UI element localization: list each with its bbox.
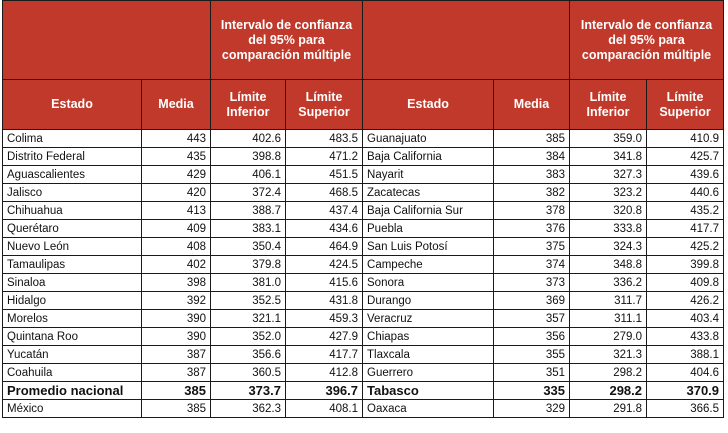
cell-media-left: 398 — [142, 274, 211, 292]
cell-limite-inferior-left: 362.3 — [211, 400, 286, 418]
cell-limite-superior-left: 471.2 — [286, 148, 363, 166]
cell-limite-superior-left: 417.7 — [286, 346, 363, 364]
col-limite-superior-left: Límite Superior — [286, 80, 363, 130]
cell-limite-superior-right: 417.7 — [647, 220, 724, 238]
table-row — [3, 346, 724, 364]
cell-estado-left: Distrito Federal — [3, 148, 142, 166]
cell-estado-left: Yucatán — [3, 346, 142, 364]
cell-limite-inferior-right: 320.8 — [570, 202, 647, 220]
cell-estado-right: Campeche — [363, 256, 494, 274]
cell-media-left: 390 — [142, 328, 211, 346]
cell-limite-superior-right: 425.7 — [647, 148, 724, 166]
cell-limite-superior-right: 403.4 — [647, 310, 724, 328]
cell-limite-inferior-left: 352.5 — [211, 292, 286, 310]
cell-limite-inferior-left: 352.0 — [211, 328, 286, 346]
cell-estado-left: Morelos — [3, 310, 142, 328]
cell-media-right: 355 — [494, 346, 570, 364]
cell-limite-superior-left: 437.4 — [286, 202, 363, 220]
header-blank-right — [363, 1, 570, 80]
cell-limite-inferior-left: 406.1 — [211, 166, 286, 184]
cell-limite-superior-right: 425.2 — [647, 238, 724, 256]
cell-limite-inferior-left: 381.0 — [211, 274, 286, 292]
header-row-columns — [3, 80, 724, 130]
cell-estado-left: Sinaloa — [3, 274, 142, 292]
cell-limite-inferior-left: 379.8 — [211, 256, 286, 274]
cell-estado-right: Zacatecas — [363, 184, 494, 202]
cell-estado-right: Guerrero — [363, 364, 494, 382]
cell-media-right: 382 — [494, 184, 570, 202]
cell-estado-right: Chiapas — [363, 328, 494, 346]
cell-estado-left: Hidalgo — [3, 292, 142, 310]
header-blank-left — [3, 1, 211, 80]
cell-limite-inferior-right: 291.8 — [570, 400, 647, 418]
cell-limite-inferior-right: 279.0 — [570, 328, 647, 346]
cell-limite-inferior-left: 373.7 — [211, 382, 286, 400]
results-table-container — [2, 0, 726, 418]
cell-limite-superior-left: 431.8 — [286, 292, 363, 310]
cell-media-left: 443 — [142, 130, 211, 148]
cell-limite-superior-left: 427.9 — [286, 328, 363, 346]
cell-estado-left: Nuevo León — [3, 238, 142, 256]
cell-limite-superior-right: 388.1 — [647, 346, 724, 364]
cell-media-left: 429 — [142, 166, 211, 184]
table-row — [3, 202, 724, 220]
table-row — [3, 292, 724, 310]
table-row — [3, 220, 724, 238]
cell-estado-left: México — [3, 400, 142, 418]
header-ci-left: Intervalo de confianza del 95% para comparación múltiple — [211, 1, 363, 80]
cell-media-right: 329 — [494, 400, 570, 418]
cell-estado-right: Guanajuato — [363, 130, 494, 148]
cell-estado-right: Durango — [363, 292, 494, 310]
cell-limite-inferior-left: 356.6 — [211, 346, 286, 364]
cell-media-left: 385 — [142, 382, 211, 400]
cell-media-left: 420 — [142, 184, 211, 202]
col-estado-right: Estado — [363, 80, 494, 130]
cell-media-left: 390 — [142, 310, 211, 328]
cell-estado-left: Jalisco — [3, 184, 142, 202]
col-limite-superior-right: Límite Superior — [647, 80, 724, 130]
cell-limite-inferior-left: 402.6 — [211, 130, 286, 148]
col-media-right: Media — [494, 80, 570, 130]
cell-limite-inferior-right: 341.8 — [570, 148, 647, 166]
cell-limite-inferior-right: 311.7 — [570, 292, 647, 310]
cell-media-right: 351 — [494, 364, 570, 382]
cell-estado-left: Tamaulipas — [3, 256, 142, 274]
cell-limite-inferior-right: 298.2 — [570, 382, 647, 400]
cell-media-left: 409 — [142, 220, 211, 238]
cell-estado-right: Sonora — [363, 274, 494, 292]
cell-media-right: 335 — [494, 382, 570, 400]
cell-limite-superior-right: 410.9 — [647, 130, 724, 148]
cell-limite-inferior-right: 324.3 — [570, 238, 647, 256]
cell-estado-right: Baja California Sur — [363, 202, 494, 220]
table-body — [3, 130, 724, 418]
cell-limite-superior-right: 426.2 — [647, 292, 724, 310]
cell-limite-inferior-right: 336.2 — [570, 274, 647, 292]
col-limite-inferior-right: Límite Inferior — [570, 80, 647, 130]
cell-limite-superior-left: 424.5 — [286, 256, 363, 274]
cell-limite-inferior-right: 333.8 — [570, 220, 647, 238]
cell-media-left: 402 — [142, 256, 211, 274]
cell-estado-left: Coahuila — [3, 364, 142, 382]
cell-limite-superior-left: 468.5 — [286, 184, 363, 202]
cell-estado-right: Puebla — [363, 220, 494, 238]
cell-estado-left: Colima — [3, 130, 142, 148]
cell-estado-right: Baja California — [363, 148, 494, 166]
cell-limite-superior-left: 396.7 — [286, 382, 363, 400]
cell-limite-superior-right: 433.8 — [647, 328, 724, 346]
table-row — [3, 130, 724, 148]
cell-media-left: 413 — [142, 202, 211, 220]
table-row — [3, 184, 724, 202]
cell-limite-inferior-right: 348.8 — [570, 256, 647, 274]
cell-limite-superior-left: 412.8 — [286, 364, 363, 382]
cell-limite-inferior-left: 388.7 — [211, 202, 286, 220]
cell-limite-inferior-left: 398.8 — [211, 148, 286, 166]
cell-limite-superior-right: 370.9 — [647, 382, 724, 400]
cell-limite-inferior-right: 298.2 — [570, 364, 647, 382]
cell-limite-superior-left: 408.1 — [286, 400, 363, 418]
cell-limite-superior-left: 434.6 — [286, 220, 363, 238]
cell-media-left: 392 — [142, 292, 211, 310]
cell-media-left: 408 — [142, 238, 211, 256]
cell-limite-superior-left: 483.5 — [286, 130, 363, 148]
cell-estado-right: Veracruz — [363, 310, 494, 328]
table-row — [3, 274, 724, 292]
cell-estado-right: Nayarit — [363, 166, 494, 184]
cell-media-right: 357 — [494, 310, 570, 328]
cell-limite-superior-left: 464.9 — [286, 238, 363, 256]
cell-media-left: 385 — [142, 400, 211, 418]
table-row — [3, 364, 724, 382]
cell-limite-inferior-left: 372.4 — [211, 184, 286, 202]
cell-limite-superior-right: 440.6 — [647, 184, 724, 202]
col-media-left: Media — [142, 80, 211, 130]
cell-estado-left: Promedio nacional — [3, 382, 142, 400]
cell-estado-left: Querétaro — [3, 220, 142, 238]
cell-estado-right: Oaxaca — [363, 400, 494, 418]
cell-limite-inferior-right: 311.1 — [570, 310, 647, 328]
cell-limite-superior-right: 404.6 — [647, 364, 724, 382]
cell-estado-left: Aguascalientes — [3, 166, 142, 184]
cell-media-right: 356 — [494, 328, 570, 346]
cell-limite-superior-left: 451.5 — [286, 166, 363, 184]
cell-limite-inferior-left: 321.1 — [211, 310, 286, 328]
table-row — [3, 256, 724, 274]
cell-limite-superior-left: 459.3 — [286, 310, 363, 328]
cell-limite-superior-right: 409.8 — [647, 274, 724, 292]
cell-media-right: 385 — [494, 130, 570, 148]
cell-limite-inferior-right: 327.3 — [570, 166, 647, 184]
cell-estado-right: Tabasco — [363, 382, 494, 400]
table-row — [3, 166, 724, 184]
cell-limite-superior-left: 415.6 — [286, 274, 363, 292]
table-row — [3, 310, 724, 328]
cell-media-right: 376 — [494, 220, 570, 238]
table-row — [3, 400, 724, 418]
cell-estado-left: Quintana Roo — [3, 328, 142, 346]
cell-limite-superior-right: 439.6 — [647, 166, 724, 184]
cell-limite-superior-right: 435.2 — [647, 202, 724, 220]
cell-limite-inferior-right: 359.0 — [570, 130, 647, 148]
cell-media-right: 373 — [494, 274, 570, 292]
cell-limite-inferior-left: 360.5 — [211, 364, 286, 382]
header-row-group — [3, 1, 724, 80]
header-ci-right: Intervalo de confianza del 95% para comparación múltiple — [570, 1, 724, 80]
state-results-table — [2, 0, 724, 418]
cell-limite-inferior-right: 321.3 — [570, 346, 647, 364]
cell-limite-superior-right: 399.8 — [647, 256, 724, 274]
cell-estado-right: San Luis Potosí — [363, 238, 494, 256]
cell-media-left: 435 — [142, 148, 211, 166]
cell-estado-left: Chihuahua — [3, 202, 142, 220]
national-average-row — [3, 382, 724, 400]
cell-media-right: 383 — [494, 166, 570, 184]
cell-media-right: 378 — [494, 202, 570, 220]
cell-media-right: 384 — [494, 148, 570, 166]
cell-media-left: 387 — [142, 346, 211, 364]
cell-limite-inferior-right: 323.2 — [570, 184, 647, 202]
table-row — [3, 238, 724, 256]
cell-estado-right: Tlaxcala — [363, 346, 494, 364]
cell-limite-inferior-left: 350.4 — [211, 238, 286, 256]
cell-limite-superior-right: 366.5 — [647, 400, 724, 418]
col-estado-left: Estado — [3, 80, 142, 130]
col-limite-inferior-left: Límite Inferior — [211, 80, 286, 130]
table-row — [3, 328, 724, 346]
cell-media-right: 374 — [494, 256, 570, 274]
cell-media-left: 387 — [142, 364, 211, 382]
cell-limite-inferior-left: 383.1 — [211, 220, 286, 238]
table-row — [3, 148, 724, 166]
cell-media-right: 375 — [494, 238, 570, 256]
cell-media-right: 369 — [494, 292, 570, 310]
